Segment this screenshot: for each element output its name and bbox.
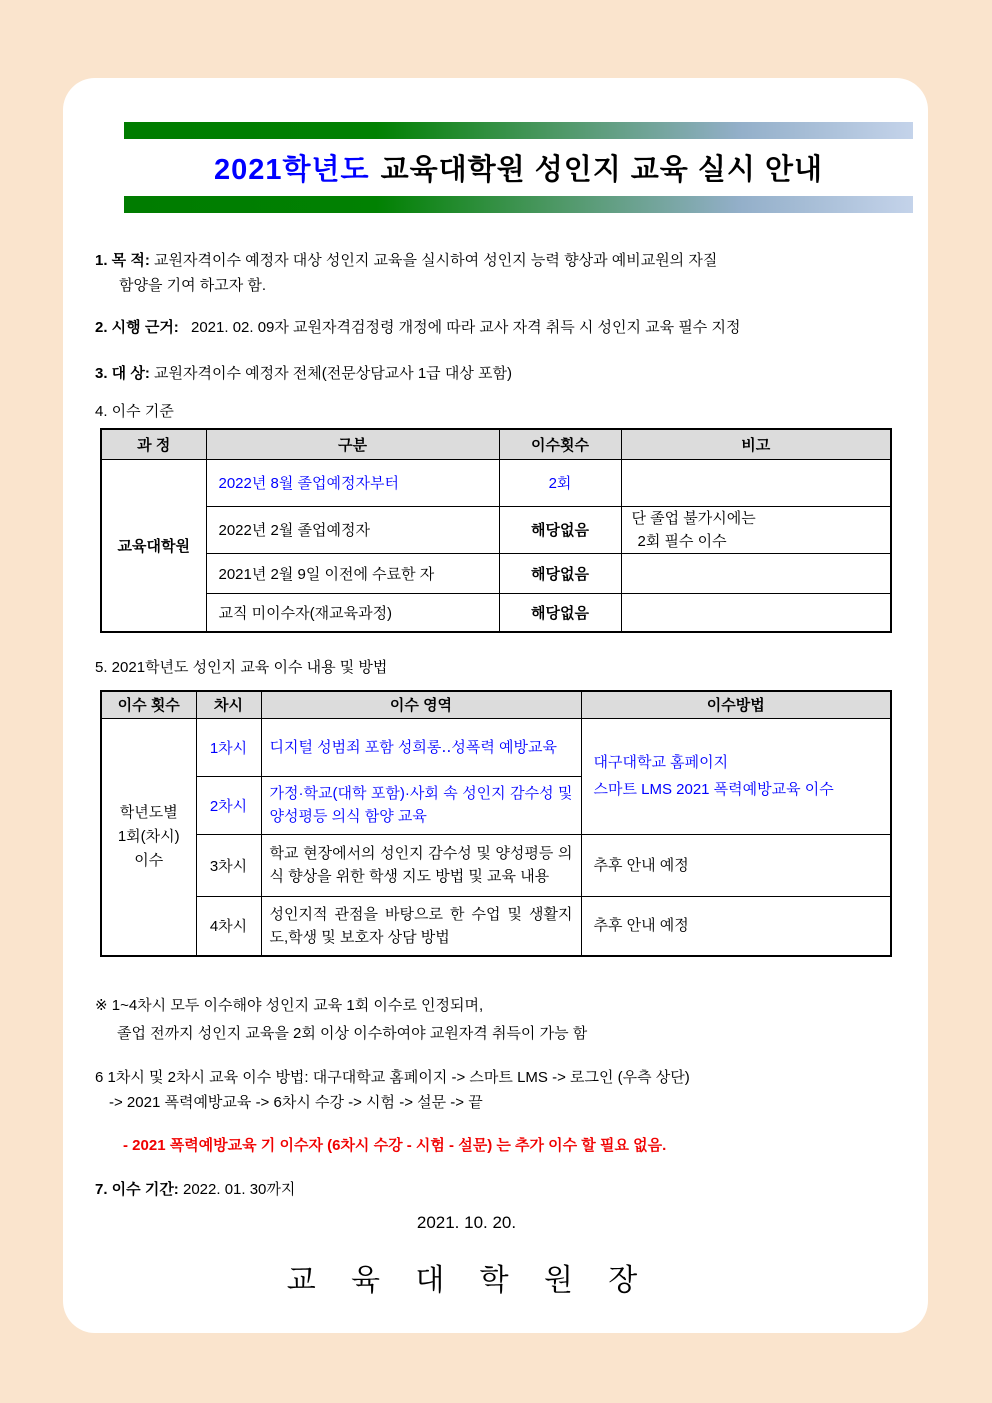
section-basis xyxy=(95,315,898,340)
section-target-label: 3. 대 상: xyxy=(95,365,150,382)
table2-r1-area: 디지털 성범죄 포함 성희롱‥성폭력 예방교육 xyxy=(261,718,581,776)
table1-group-cell: 교육대학원 xyxy=(101,459,206,632)
table2-r3-session: 3차시 xyxy=(196,834,261,896)
table1-r4-category: 교직 미이수자(재교육과정) xyxy=(206,593,499,632)
table1-r1-count: 2회 xyxy=(499,459,621,506)
table2-header-row xyxy=(101,691,891,718)
title-rule-top xyxy=(124,122,913,139)
table2-method-line2: 스마트 LMS 2021 폭력예방교육 이수 xyxy=(593,781,834,798)
table-row xyxy=(101,553,891,593)
table1-r2-category: 2022년 2월 졸업예정자 xyxy=(206,506,499,553)
table2-r3-area: 학교 현장에서의 성인지 감수성 및 양성평등 의식 향상을 위한 학생 지도 방법 및 교육 내용 xyxy=(261,834,581,896)
section-method-heading: 5. 2021학년도 성인지 교육 이수 내용 및 방법 xyxy=(95,659,388,676)
section6-line2: -> 2021 폭력예방교육 -> 6차시 수강 -> 시험 -> 설문 -> 끝 xyxy=(109,1094,483,1111)
table2-r2-session: 2차시 xyxy=(196,776,261,834)
section-method-steps xyxy=(95,1065,898,1115)
table2-r1-session: 1차시 xyxy=(196,718,261,776)
table1-r2-note-line2: 2회 필수 이수 xyxy=(637,532,727,550)
section-purpose-label: 1. 목 적: xyxy=(95,252,150,269)
section-purpose-text-2: 함양을 기여 하고자 함. xyxy=(119,277,267,294)
section-target-text: 교원자격이수 예정자 전체(전문상담교사 1급 대상 포함) xyxy=(154,365,512,382)
note-line1: ※ 1~4차시 모두 이수해야 성인지 교육 1회 이수로 인정되며, xyxy=(95,997,484,1014)
table2-header-method: 이수방법 xyxy=(581,691,891,718)
signature-dean: 교 육 대 학 원 장 xyxy=(286,1264,647,1297)
table1-r3-category: 2021년 2월 9일 이전에 수료한 자 xyxy=(206,553,499,593)
table-row xyxy=(101,593,891,632)
table2-r4-method: 추후 안내 예정 xyxy=(581,896,891,956)
table1-header-note: 비고 xyxy=(621,429,891,459)
table2-header-count: 이수 횟수 xyxy=(101,691,196,718)
table2-group-line2: 1회(차시) xyxy=(117,827,180,845)
section-period xyxy=(95,1177,898,1202)
section-basis-text: 2021. 02. 09자 교원자격검정령 개정에 따라 교사 자격 취득 시 성인지 교육 필수 지정 xyxy=(190,319,741,336)
section-purpose xyxy=(95,248,898,298)
table2-header-session: 차시 xyxy=(196,691,261,718)
issue-date: 2021. 10. 20. xyxy=(416,1213,517,1232)
table1-header-count: 이수횟수 xyxy=(499,429,621,459)
table1-r2-note-line1: 단 졸업 불가시에는 xyxy=(631,509,756,527)
section-target xyxy=(95,361,898,386)
table2-r4-session: 4차시 xyxy=(196,896,261,956)
document-footer xyxy=(95,1212,838,1299)
table1-r4-count: 해당없음 xyxy=(499,593,621,632)
document-body xyxy=(63,248,928,1299)
note-line2: 졸업 전까지 성인지 교육을 2회 이상 이수하여야 교원자격 취득이 가능 함 xyxy=(117,1025,588,1042)
title-text: 교육대학원 성인지 교육 실시 안내 xyxy=(380,154,823,186)
title-year: 2021학년도 xyxy=(214,154,370,186)
table-row xyxy=(101,506,891,553)
red-exemption-note: - 2021 폭력예방교육 기 이수자 (6차시 수강 - 시험 - 설문) 는 추가 이수 할 필요 없음. xyxy=(123,1137,667,1154)
table1-r1-note xyxy=(621,459,891,506)
table1-r3-count: 해당없음 xyxy=(499,553,621,593)
table-row xyxy=(101,896,891,956)
table1-header-row xyxy=(101,429,891,459)
section-purpose-text: 교원자격이수 예정자 대상 성인지 교육을 실시하여 성인지 능력 향상과 예비교원의 자질 xyxy=(154,252,718,269)
table2-group-line1: 학년도별 xyxy=(119,803,178,821)
completion-criteria-table xyxy=(100,428,892,633)
table2-header-area: 이수 영역 xyxy=(261,691,581,718)
table-row xyxy=(101,459,891,506)
table-row xyxy=(101,834,891,896)
document-panel xyxy=(63,78,928,1333)
table2-group-line3: 이수 xyxy=(134,851,164,869)
table1-header-course: 과 정 xyxy=(101,429,206,459)
table1-r4-note xyxy=(621,593,891,632)
table2-group-cell xyxy=(101,718,196,956)
table1-r1-category: 2022년 8월 졸업예정자부터 xyxy=(206,459,499,506)
section-period-text: 2022. 01. 30까지 xyxy=(182,1181,296,1198)
table2-r2-area: 가정·학교(대학 포함)·사회 속 성인지 감수성 및 양성평등 의식 함양 교육 xyxy=(261,776,581,834)
table1-header-category: 구분 xyxy=(206,429,499,459)
table-row xyxy=(101,718,891,776)
table1-r2-count: 해당없음 xyxy=(499,506,621,553)
section-basis-label: 2. 시행 근거: xyxy=(95,319,179,336)
table1-r2-note xyxy=(621,506,891,553)
table2-method-1-2 xyxy=(581,718,891,834)
section6-line1: 6 1차시 및 2차시 교육 이수 방법: 대구대학교 홈페이지 -> 스마트 LMS -> 로그인 (우측 상단) xyxy=(95,1069,690,1086)
section-period-label: 7. 이수 기간: xyxy=(95,1181,179,1198)
section-criteria-heading: 4. 이수 기준 xyxy=(95,403,174,420)
note-asterisk xyxy=(95,992,898,1048)
title-rule-bottom xyxy=(124,196,913,213)
education-content-table xyxy=(100,690,892,957)
document-title xyxy=(124,139,913,196)
table2-method-line1: 대구대학교 홈페이지 xyxy=(593,754,729,771)
table2-r4-area: 성인지적 관점을 바탕으로 한 수업 및 생활지도,학생 및 보호자 상담 방법 xyxy=(261,896,581,956)
table2-r3-method: 추후 안내 예정 xyxy=(581,834,891,896)
title-block xyxy=(124,122,913,213)
table1-r3-note xyxy=(621,553,891,593)
